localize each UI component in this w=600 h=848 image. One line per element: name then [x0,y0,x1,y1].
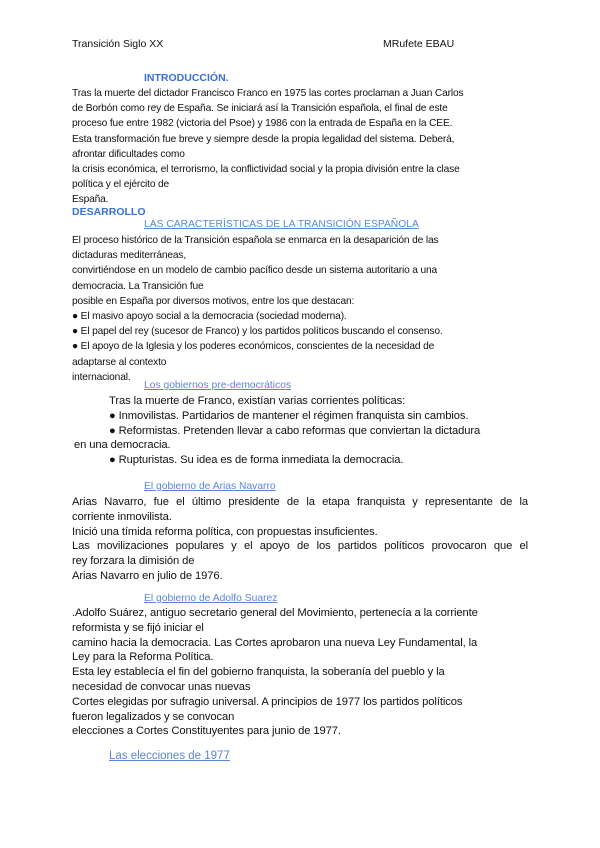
desarrollo-subtitle-block [72,219,528,230]
intro-line: España. [72,194,109,206]
pre-intro: Tras la muerte de Franco, existían varias corrientes políticas: [109,395,406,407]
pre-title[interactable]: Los gobiernos pre-democráticos [144,380,292,391]
desarrollo-line: internacional. [72,371,131,383]
suarez-line: reformista y se fijó iniciar el [72,621,204,634]
suarez-line: camino hacia la democracia. Las Cortes aprobaron una nueva Ley Fundamental, la [72,636,478,649]
intro-heading-block [72,72,528,84]
arias-line: Las movilizaciones populares y el apoyo de los partidos políticos provocaron que el [72,540,528,553]
suarez-paragraph [72,606,528,739]
intro-line: proceso fue entre 1982 (victoria del Psoe) y 1986 con la entrada de España en la CEE. [72,118,453,130]
desarrollo-line: adaptarse al contexto [72,356,167,368]
suarez-title[interactable]: El gobierno de Adolfo Suarez [144,593,278,604]
header-left: Transición Siglo XX [72,38,164,50]
intro-line: de Borbón como rey de España. Se iniciará así la Transición española, el final de este [72,103,448,115]
suarez-line: Esta ley establecía el fin del gobierno franquista, la soberanía del pueblo y la [72,666,445,679]
intro-title: INTRODUCCIÓN. [144,72,229,84]
desarrollo-line: convirtiéndose en un modelo de cambio pacífico desde un sistema autoritario a una [72,265,438,277]
intro-line: Esta transformación fue breve y siempre desde la propia legalidad del sistema. Deberá, [72,133,455,145]
suarez-line: Ley para la Reforma Política. [72,651,214,664]
elecciones-title[interactable]: Las elecciones de 1977 [109,750,230,762]
suarez-line: necesidad de convocar unas nuevas [72,680,251,693]
desarrollo-title: DESARROLLO [72,206,146,218]
desarrollo-subtitle[interactable]: LAS CARACTERÍSTICAS DE LA TRANSICIÓN ESPAÑOLA [144,219,419,230]
suarez-heading-block [72,593,528,604]
suarez-line: .Adolfo Suárez, antiguo secretario general del Movimiento, pertenecía a la corriente [72,607,478,619]
desarrollo-line: democracia. La Transición fue [72,280,204,292]
suarez-line: fueron legalizados y se convocan [72,710,235,723]
arias-line: Arias Navarro, fue el último presidente de la etapa franquista y representante de la [72,496,528,508]
desarrollo-paragraph [72,233,528,385]
arias-heading-block [72,481,528,492]
desarrollo-line: posible en España por diversos motivos, entre los que destacan: [72,295,355,307]
desarrollo-line: dictaduras mediterráneas, [72,250,187,262]
arias-paragraph [72,495,528,584]
arias-line: rey forzara la dimisión de [72,555,195,568]
arias-title[interactable]: El gobierno de Arias Navarro [144,481,276,492]
intro-paragraph [72,86,528,208]
pre-item-inmovilistas: ● Inmovilistas. Partidarios de mantener el régimen franquista sin cambios. [109,409,469,422]
desarrollo-line: ● El papel del rey (sucesor de Franco) y los partidos políticos buscando el consenso. [72,326,443,338]
suarez-line: elecciones a Cortes Constituyentes para junio de 1977. [72,725,341,738]
arias-line: corriente inmovilista. [72,510,172,523]
elecciones-heading-block [72,750,528,762]
suarez-line: Cortes elegidas por sufragio universal. A principios de 1977 los partidos políticos [72,695,463,708]
desarrollo-line: El proceso histórico de la Transición española se enmarca en la desaparición de las [72,235,439,246]
intro-line: Tras la muerte del dictador Francisco Franco en 1975 las cortes proclaman a Juan Carlos [72,88,464,99]
intro-line: afrontar dificultades como [72,148,185,160]
header-right: MRufete EBAU [383,38,455,50]
arias-line: Inició una tímida reforma política, con propuestas insuficientes. [72,525,378,538]
desarrollo-line: ● El apoyo de la Iglesia y los poderes económicos, conscientes de la necesidad de [72,341,435,353]
pre-item-reformistas-cont: en una democracia. [74,439,171,452]
desarrollo-line: ● El masivo apoyo social a la democracia (sociedad moderna). [72,311,347,323]
intro-line: política y el ejército de [72,179,170,191]
pre-heading-block [72,380,528,391]
intro-line: la crisis económica, el terrorismo, la conflictividad social y la propia división entre la clase [72,164,460,176]
desarrollo-heading-block [72,206,528,218]
pre-list [72,394,528,468]
arias-line: Arias Navarro en julio de 1976. [72,569,223,582]
pre-item-rupturistas: ● Rupturistas. Su idea es de forma inmediata la democracia. [109,454,404,467]
pre-item-reformistas: ● Reformistas. Pretenden llevar a cabo reformas que conviertan la dictadura [109,424,481,437]
